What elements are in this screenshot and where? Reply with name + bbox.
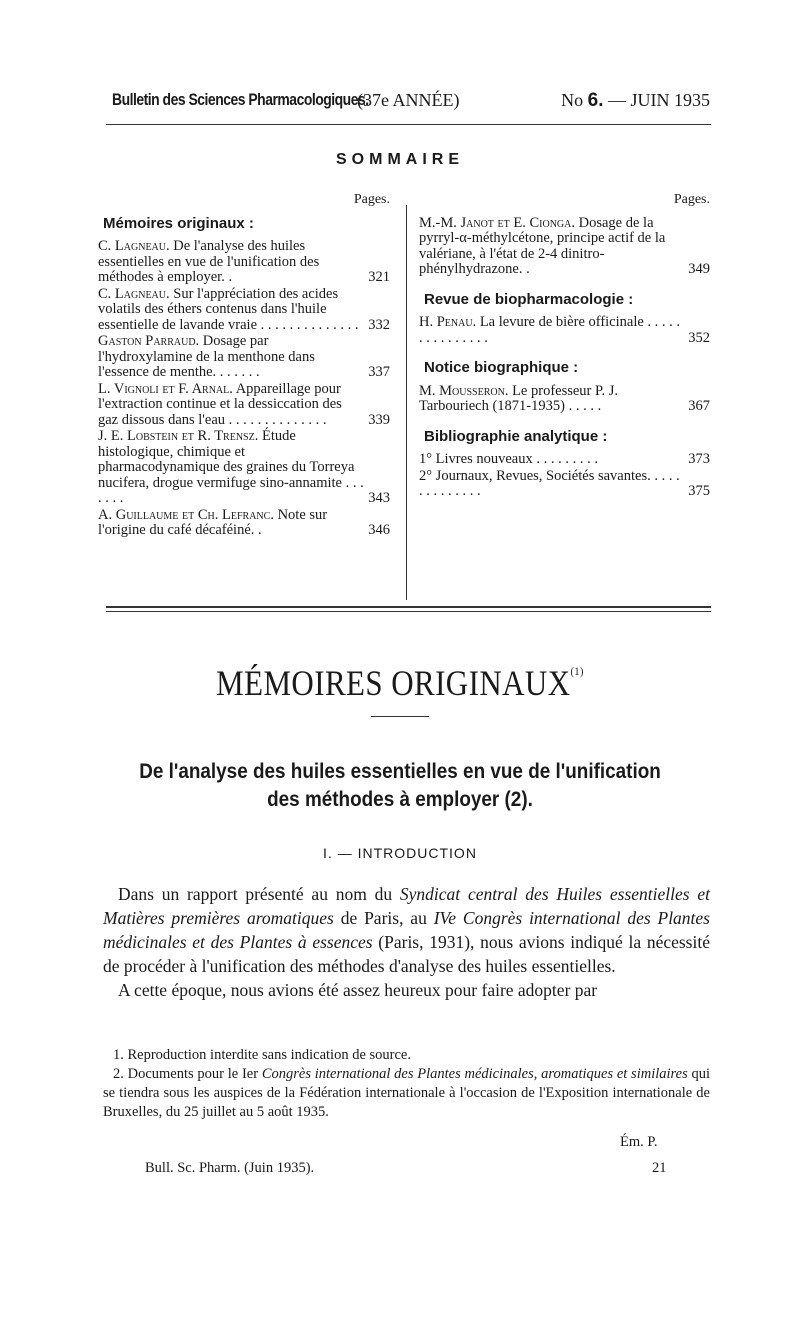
footnote-signature: Ém. P. <box>620 1134 658 1150</box>
toc-entry <box>98 239 390 286</box>
toc-entry-author: A. Guillaume et Ch. Lefranc. <box>98 506 274 523</box>
footnote-1: 1. Reproduction interdite sans indication de source. <box>113 1047 411 1063</box>
sommaire-rule-thin <box>106 611 711 612</box>
toc-entry-author: C. Lagneau. <box>98 238 170 254</box>
header-rule <box>106 124 711 125</box>
toc-entry <box>419 452 710 468</box>
toc-entry-page: 346 <box>368 522 390 538</box>
toc-entry-text: Dosage de la pyrryl-α-méthylcétone, principe actif de la valériane, à l'état de 2-4 dinitro-phénylhydrazone. . <box>419 214 666 277</box>
toc-entry-text: Note sur l'origine du café décaféiné. . <box>98 506 328 538</box>
page-number: 21 <box>652 1160 667 1176</box>
right-section-notice: Notice biographique : <box>424 359 579 376</box>
journal-year: (37e ANNÉE) <box>357 90 460 110</box>
paragraph-1: Dans un rapport présenté au nom du Syndicat central des Huiles essentielles et Matières premières aromatiques de Paris, au IVe Congrès international des Plantes médicinales et des Plantes à essences (Paris, 1931), nous avions indiqué la nécessité de procéder à l'unification des méthodes d'analyse des huiles essentielles. <box>103 884 710 976</box>
left-section-heading: Mémoires originaux : <box>103 214 254 232</box>
sommaire-right-column <box>419 192 710 501</box>
toc-entry-author: Gaston Parraud. <box>98 333 200 349</box>
memoires-section-title <box>56 662 744 704</box>
right-entries-3 <box>419 384 710 415</box>
toc-entry-author: M. Mousseron. <box>419 382 509 399</box>
left-entries <box>98 239 390 539</box>
issue-date: — JUIN 1935 <box>608 90 710 110</box>
toc-entry-author: L. Vignoli et F. Arnal. <box>98 380 233 397</box>
toc-entry-text: Le professeur P. J. Tarbouriech (1871-1935) . . . . . <box>419 382 618 414</box>
toc-entry-page: 375 <box>688 483 710 499</box>
toc-entry-page: 373 <box>688 451 710 467</box>
toc-entry-page: 367 <box>688 398 710 414</box>
toc-entry-page: 337 <box>368 364 390 380</box>
toc-entry-author: J. E. Lobstein et R. Trensz. <box>98 428 259 444</box>
toc-entry <box>98 508 390 539</box>
toc-entry-text: Sur l'appréciation des acides volatils des éthers contenus dans l'huile essentielle de lavande vraie . . . . . . . . . . . . . . <box>98 285 359 333</box>
toc-entry <box>419 315 710 346</box>
right-entries-top <box>419 216 710 278</box>
toc-entry <box>98 429 390 507</box>
toc-entry-page: 321 <box>368 269 390 285</box>
sommaire-title: SOMMAIRE <box>336 151 464 168</box>
toc-entry-author: C. Lagneau. <box>98 285 170 302</box>
article-body <box>103 882 710 1002</box>
toc-entry-text: Appareillage pour l'extraction continue et la dessiccation des gaz dissous dans l'eau . . . . . . . . . . . . . . <box>98 380 342 428</box>
pages-label-right: Pages. <box>673 192 710 207</box>
toc-entry-author: M.-M. Janot et E. Cionga. <box>419 214 575 231</box>
toc-entry-text: De l'analyse des huiles essentielles en vue de l'unification des méthodes à employer. . <box>98 238 320 285</box>
article-title: De l'analyse des huiles essentielles en vue de l'unification des méthodes à employer (2). <box>139 760 661 811</box>
journal-title: Bulletin des Sciences Pharmacologiques. <box>112 90 369 109</box>
column-divider <box>406 205 407 600</box>
right-entries-4 <box>419 452 710 500</box>
right-section-bibliographie: Bibliographie analytique : <box>424 427 608 445</box>
toc-entry-page: 349 <box>688 261 710 277</box>
sommaire-left-column <box>98 192 390 540</box>
issue-info <box>561 90 710 112</box>
toc-entry-text: 1° Livres nouveaux . . . . . . . . . <box>419 451 598 467</box>
toc-entry-page: 343 <box>368 490 390 506</box>
toc-entry <box>419 384 710 415</box>
toc-entry-author: H. Penau. <box>419 314 477 330</box>
toc-entry-page: 339 <box>368 411 390 428</box>
toc-entry-text: Dosage par l'hydroxylamine de la menthone dans l'essence de menthe. . . . . . . <box>98 333 315 380</box>
paragraph-2: A cette époque, nous avions été assez heureux pour faire adopter par <box>118 980 598 1000</box>
memoires-title-text: MÉMOIRES ORIGINAUX <box>216 663 571 703</box>
issue-prefix: No <box>561 90 584 110</box>
introduction-heading: I. — INTRODUCTION <box>323 845 477 861</box>
toc-entry <box>98 287 390 334</box>
toc-entry <box>419 469 710 500</box>
footnotes <box>103 1046 710 1122</box>
toc-entry-text: Étude histologique, chimique et pharmacodynamique des graines du Torreya nucifera, drogue vermifuge sino-annamite . . . . . . . <box>98 428 364 506</box>
running-header <box>112 90 710 114</box>
right-entries-2 <box>419 315 710 346</box>
toc-entry <box>419 216 710 278</box>
footnote-2: 2. Documents pour le Ier Congrès international des Plantes médicinales, aromatiques et similaires qui se tiendra sous les auspices de la Fédération internationale à l'occasion de l'Exposition internationale de Bruxelles, du 25 juillet au 5 août 1935. <box>103 1066 710 1120</box>
right-section-biopharmacologie: Revue de biopharmacologie : <box>424 290 634 308</box>
toc-entry-text: La levure de bière officinale . . . . . . . . . . . . . . . <box>419 314 681 346</box>
toc-entry-text: 2° Journaux, Revues, Sociétés savantes. . . . . . . . . . . . . . <box>419 467 680 499</box>
toc-entry-page: 352 <box>688 329 710 346</box>
toc-entry-page: 332 <box>368 316 390 333</box>
title-short-rule <box>371 716 429 717</box>
memoires-title-note: (1) <box>570 664 584 678</box>
toc-entry <box>98 382 390 429</box>
issue-number: 6. <box>587 90 604 111</box>
sommaire-rule-thick <box>106 606 711 608</box>
toc-entry <box>98 334 390 381</box>
pages-label-left: Pages. <box>353 192 390 207</box>
footer-citation: Bull. Sc. Pharm. (Juin 1935). <box>145 1160 315 1176</box>
